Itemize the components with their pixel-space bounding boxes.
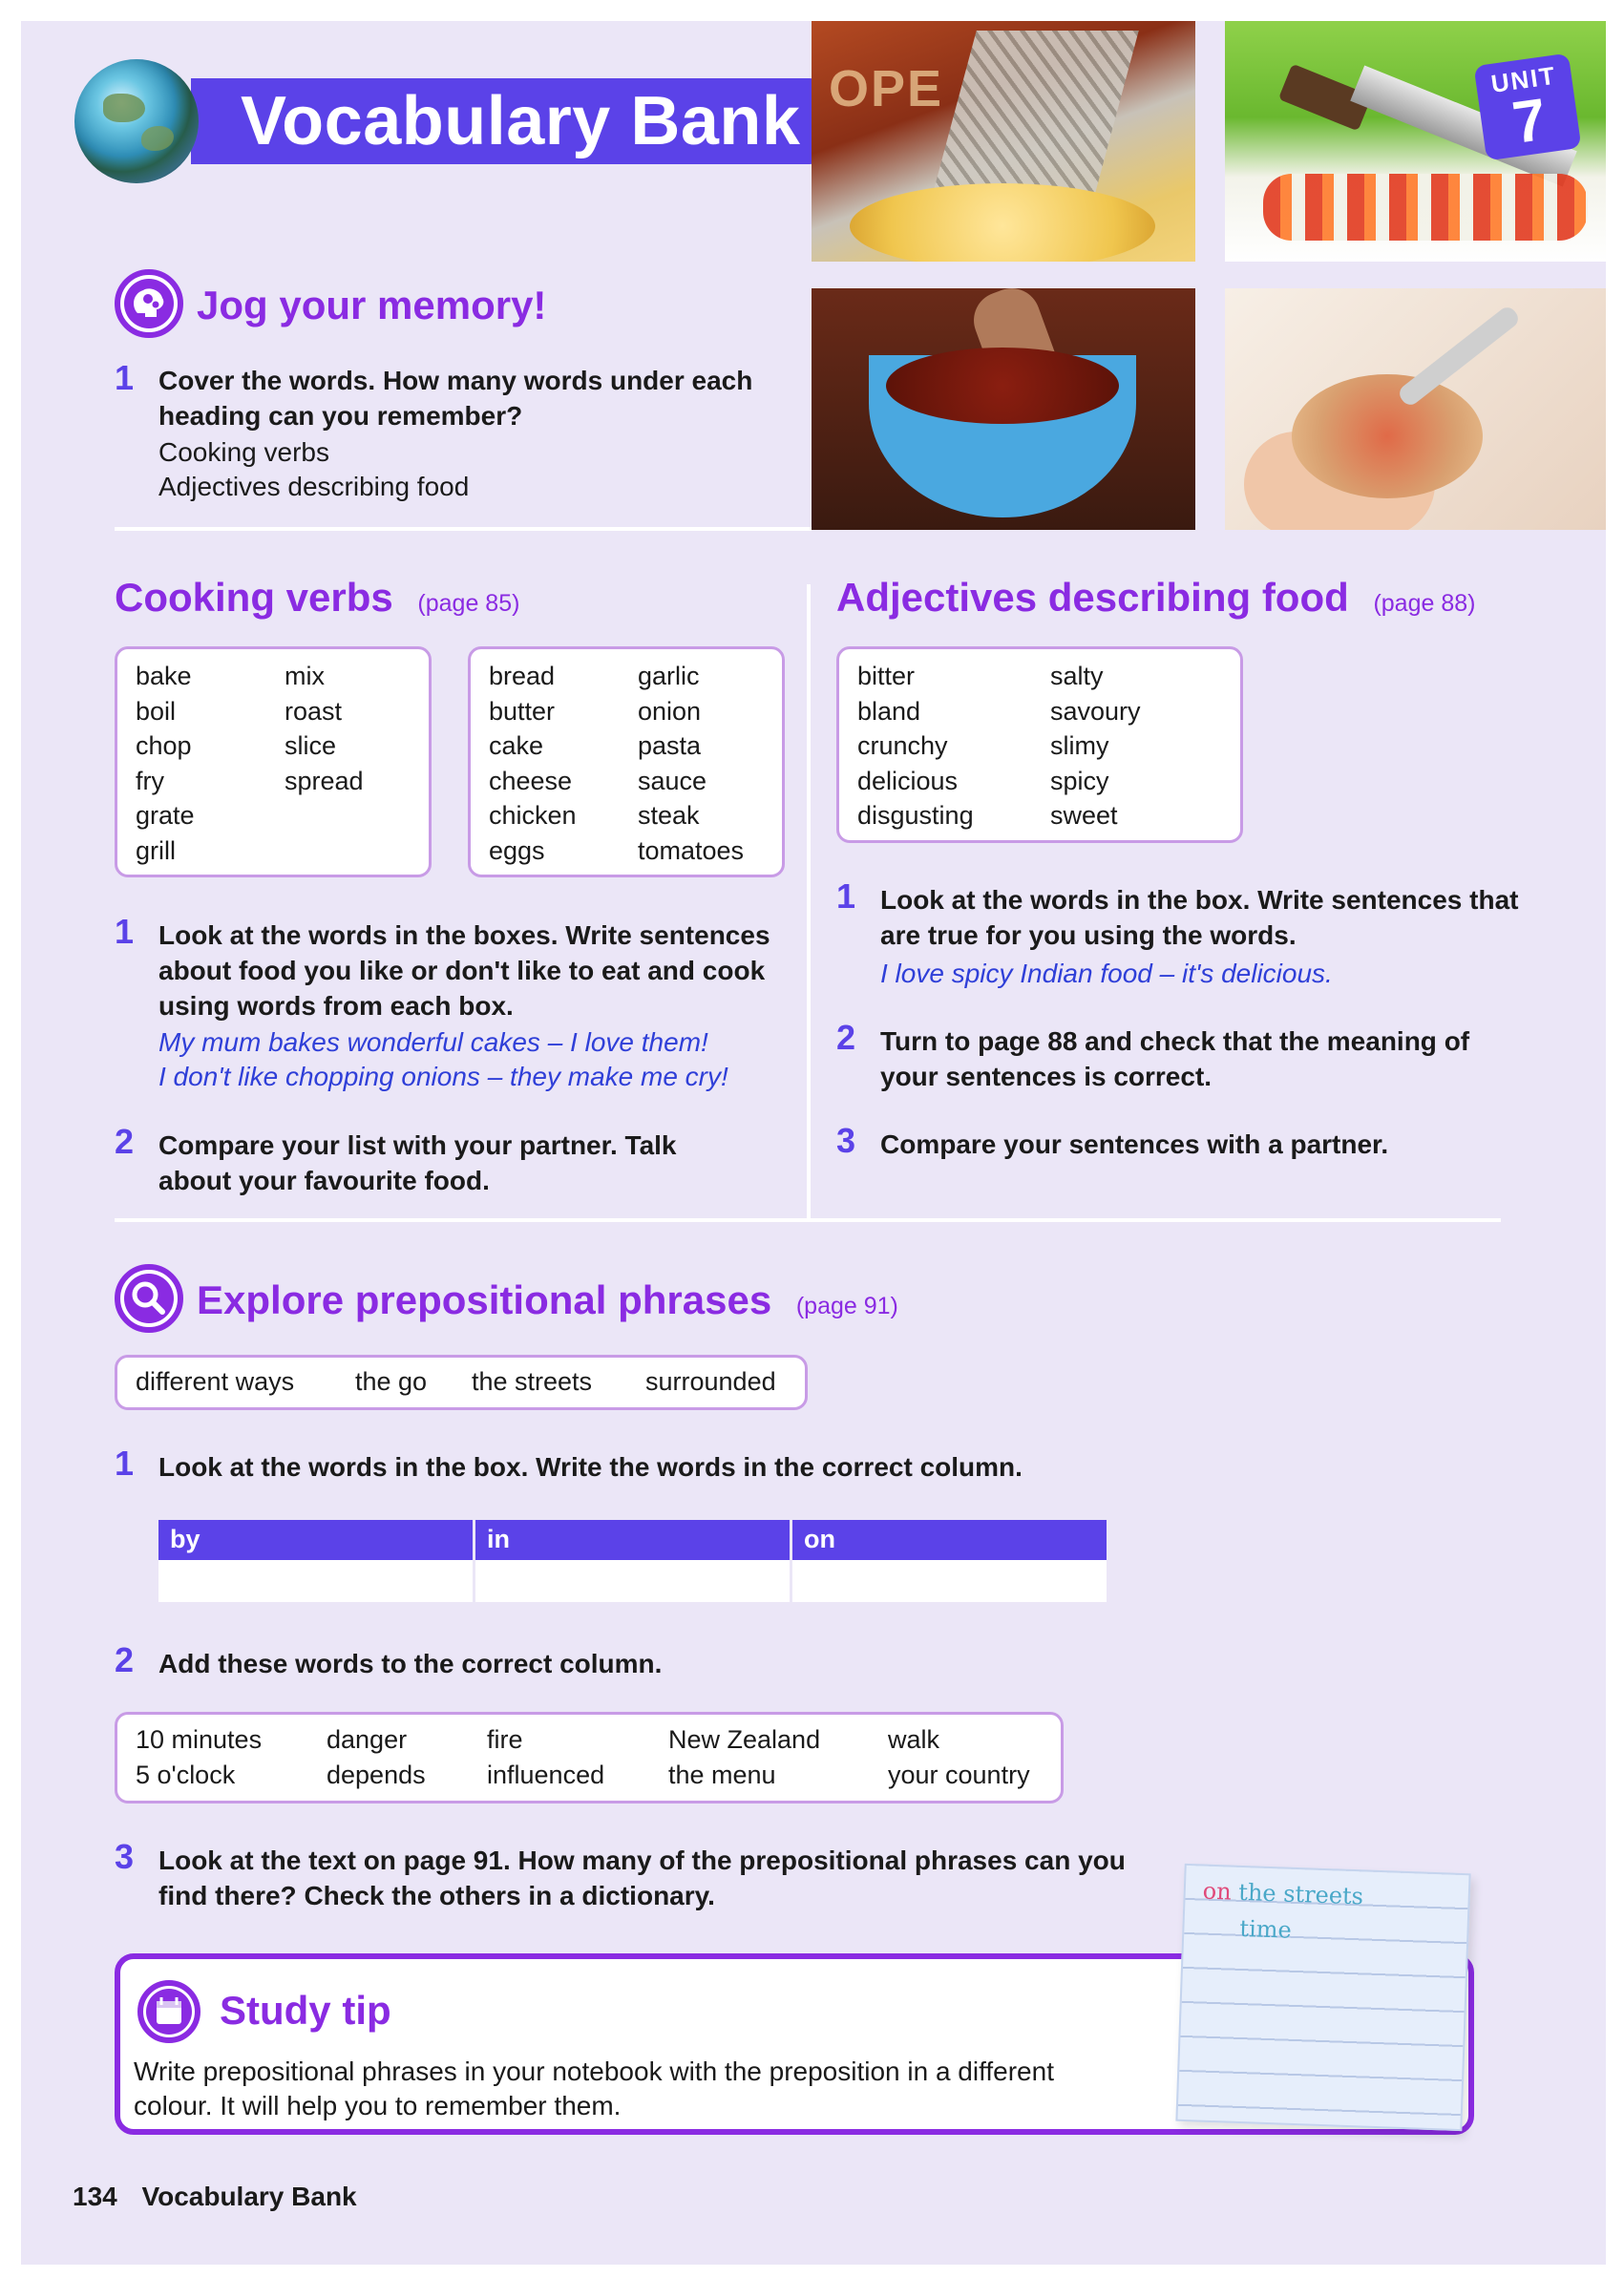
word-item: disgusting <box>857 801 974 830</box>
unit-number: 7 <box>1508 86 1551 157</box>
word-item: grate <box>136 801 195 830</box>
add-words-col1 <box>136 1722 262 1792</box>
cooking-q2-text: Compare your list with your partner. Talk about your favourite food. <box>158 1130 677 1195</box>
explore-q2-number: 2 <box>115 1640 135 1679</box>
table-cell-on[interactable] <box>792 1560 1109 1602</box>
table-cell-by[interactable] <box>158 1560 475 1602</box>
notebook-line-1 <box>1202 1878 1363 1910</box>
cooking-example-2: I don't like chopping onions – they make me cry! <box>158 1062 728 1091</box>
study-tip-heading: Study tip <box>220 1988 391 2033</box>
notebook-preposition: on <box>1202 1877 1233 1906</box>
divider <box>115 527 812 531</box>
word-item: danger <box>327 1725 408 1754</box>
word-item: walk <box>888 1725 940 1754</box>
word-item: bake <box>136 662 192 690</box>
jog-q1-text: Cover the words. How many words under each heading can you remember? <box>158 366 753 431</box>
word-item: slice <box>285 731 337 760</box>
food-nouns-col1 <box>489 659 577 868</box>
unit-label: UNIT <box>1488 60 1559 98</box>
word-item: butter <box>489 696 556 726</box>
photo-spreading-bread <box>1225 288 1606 530</box>
table-header-row <box>158 1520 1109 1560</box>
table-cell-in[interactable] <box>475 1560 792 1602</box>
add-words-col3 <box>487 1722 604 1792</box>
word-item: salty <box>1050 662 1104 690</box>
cooking-q1-text: Look at the words in the boxes. Write sentences about food you like or don't like to eat and cook using words from each box. <box>158 920 770 1021</box>
brain-gears-icon <box>115 269 183 338</box>
phrase-word: the streets <box>472 1367 593 1396</box>
add-words-col2 <box>327 1722 426 1792</box>
page-title: Vocabulary Bank <box>241 83 801 159</box>
globe-icon <box>74 59 199 183</box>
cooking-heading-text: Cooking verbs <box>115 575 393 620</box>
adjectives-page-ref: (page 88) <box>1373 590 1476 617</box>
add-words-col4 <box>668 1722 820 1792</box>
adjectives-heading <box>836 575 1475 621</box>
word-item: spicy <box>1050 766 1109 795</box>
word-item: New Zealand <box>668 1725 821 1754</box>
adjectives-col1 <box>857 659 974 833</box>
word-item: influenced <box>487 1760 605 1789</box>
word-item: onion <box>638 696 702 726</box>
cooking-q1-number: 1 <box>115 912 135 951</box>
jog-q1-number: 1 <box>115 358 135 397</box>
phrase-word: different ways <box>136 1367 295 1396</box>
word-item: 5 o'clock <box>136 1760 236 1789</box>
divider <box>115 1218 1501 1222</box>
page-number: 134 <box>73 2182 117 2211</box>
word-item: pasta <box>638 731 702 760</box>
table-header-in: in <box>475 1520 792 1560</box>
phrase-word: the go <box>355 1367 428 1396</box>
add-words-col5 <box>888 1722 1030 1792</box>
notebook-line-2: time <box>1238 1914 1293 1944</box>
jog-heading: Jog your memory! <box>197 283 547 327</box>
cooking-heading <box>115 575 519 621</box>
table-header-by: by <box>158 1520 475 1560</box>
table-header-on: on <box>792 1520 1109 1560</box>
explore-q2-text: Add these words to the correct column. <box>158 1649 663 1678</box>
notebook-phrase: the streets <box>1237 1878 1364 1910</box>
unit-badge <box>1474 53 1582 161</box>
word-item: chop <box>136 731 192 760</box>
adjectives-q3-text: Compare your sentences with a partner. <box>880 1129 1389 1159</box>
explore-q1-number: 1 <box>115 1444 135 1483</box>
study-tip-text: Write prepositional phrases in your notebook with the preposition in a different colour. It will help you to remember them. <box>134 2057 1054 2120</box>
adjectives-q2-text: Turn to page 88 and check that the meaning of your sentences is correct. <box>880 1026 1470 1091</box>
cooking-verbs-col1 <box>136 659 195 868</box>
cooking-example-1: My mum bakes wonderful cakes – I love them! <box>158 1027 708 1057</box>
word-item: bread <box>489 662 556 690</box>
word-item: chicken <box>489 801 577 830</box>
explore-q1-text: Look at the words in the box. Write the words in the correct column. <box>158 1452 1023 1482</box>
word-item: 10 minutes <box>136 1725 263 1754</box>
cooking-verbs-col2 <box>285 659 364 798</box>
adjectives-q2-number: 2 <box>836 1018 856 1057</box>
page-footer <box>73 2182 357 2212</box>
word-item: boil <box>136 696 177 726</box>
notebook-illustration <box>1175 1864 1470 2131</box>
word-item: mix <box>285 662 325 690</box>
table-row <box>158 1560 1109 1602</box>
magnifier-icon <box>115 1264 183 1333</box>
word-item: savoury <box>1050 696 1141 726</box>
word-item: grill <box>136 835 177 865</box>
word-item: your country <box>888 1760 1030 1789</box>
word-item: crunchy <box>857 731 948 760</box>
explore-q3-number: 3 <box>115 1837 135 1876</box>
cooking-q2-number: 2 <box>115 1122 135 1161</box>
word-item: sauce <box>638 766 707 795</box>
word-item: slimy <box>1050 731 1109 760</box>
word-item: depends <box>327 1760 426 1789</box>
adjectives-heading-text: Adjectives describing food <box>836 575 1349 620</box>
word-item: roast <box>285 696 343 726</box>
phrase-word: surrounded <box>645 1367 776 1396</box>
explore-heading <box>197 1277 898 1323</box>
word-item: garlic <box>638 662 700 690</box>
word-item: fry <box>136 766 164 795</box>
word-item: steak <box>638 801 700 830</box>
food-nouns-col2 <box>638 659 744 868</box>
explore-q3-text: Look at the text on page 91. How many of the prepositional phrases can you find there? Check the others in a dictionary. <box>158 1846 1126 1910</box>
photo-grating-cheese <box>812 21 1195 262</box>
photo-sign-text: OPE <box>829 60 944 117</box>
cooking-page-ref: (page 85) <box>417 590 520 617</box>
word-item: sweet <box>1050 801 1118 830</box>
footer-label: Vocabulary Bank <box>141 2182 357 2211</box>
jog-item-1: Cooking verbs <box>158 437 329 467</box>
adjectives-example: I love spicy Indian food – it's delicious. <box>880 959 1333 988</box>
column-divider <box>807 584 811 1220</box>
word-item: the menu <box>668 1760 776 1789</box>
explore-page-ref: (page 91) <box>795 1293 898 1319</box>
jog-item-2: Adjectives describing food <box>158 472 470 501</box>
explore-heading-text: Explore prepositional phrases <box>197 1277 772 1322</box>
photo-mixing-chocolate <box>812 288 1195 530</box>
word-item: bland <box>857 696 921 726</box>
word-item: spread <box>285 766 364 795</box>
word-item: eggs <box>489 835 545 865</box>
word-item: tomatoes <box>638 835 745 865</box>
adjectives-col2 <box>1050 659 1141 833</box>
adjectives-q3-number: 3 <box>836 1121 856 1160</box>
calendar-icon <box>137 1980 200 2043</box>
word-item: delicious <box>857 766 959 795</box>
word-item: fire <box>487 1725 523 1754</box>
adjectives-q1-text: Look at the words in the box. Write sentences that are true for you using the words. <box>880 885 1519 950</box>
word-item: bitter <box>857 662 916 690</box>
adjectives-q1-number: 1 <box>836 876 856 916</box>
word-item: cheese <box>489 766 573 795</box>
word-item: cake <box>489 731 544 760</box>
preposition-table <box>158 1520 1109 1602</box>
